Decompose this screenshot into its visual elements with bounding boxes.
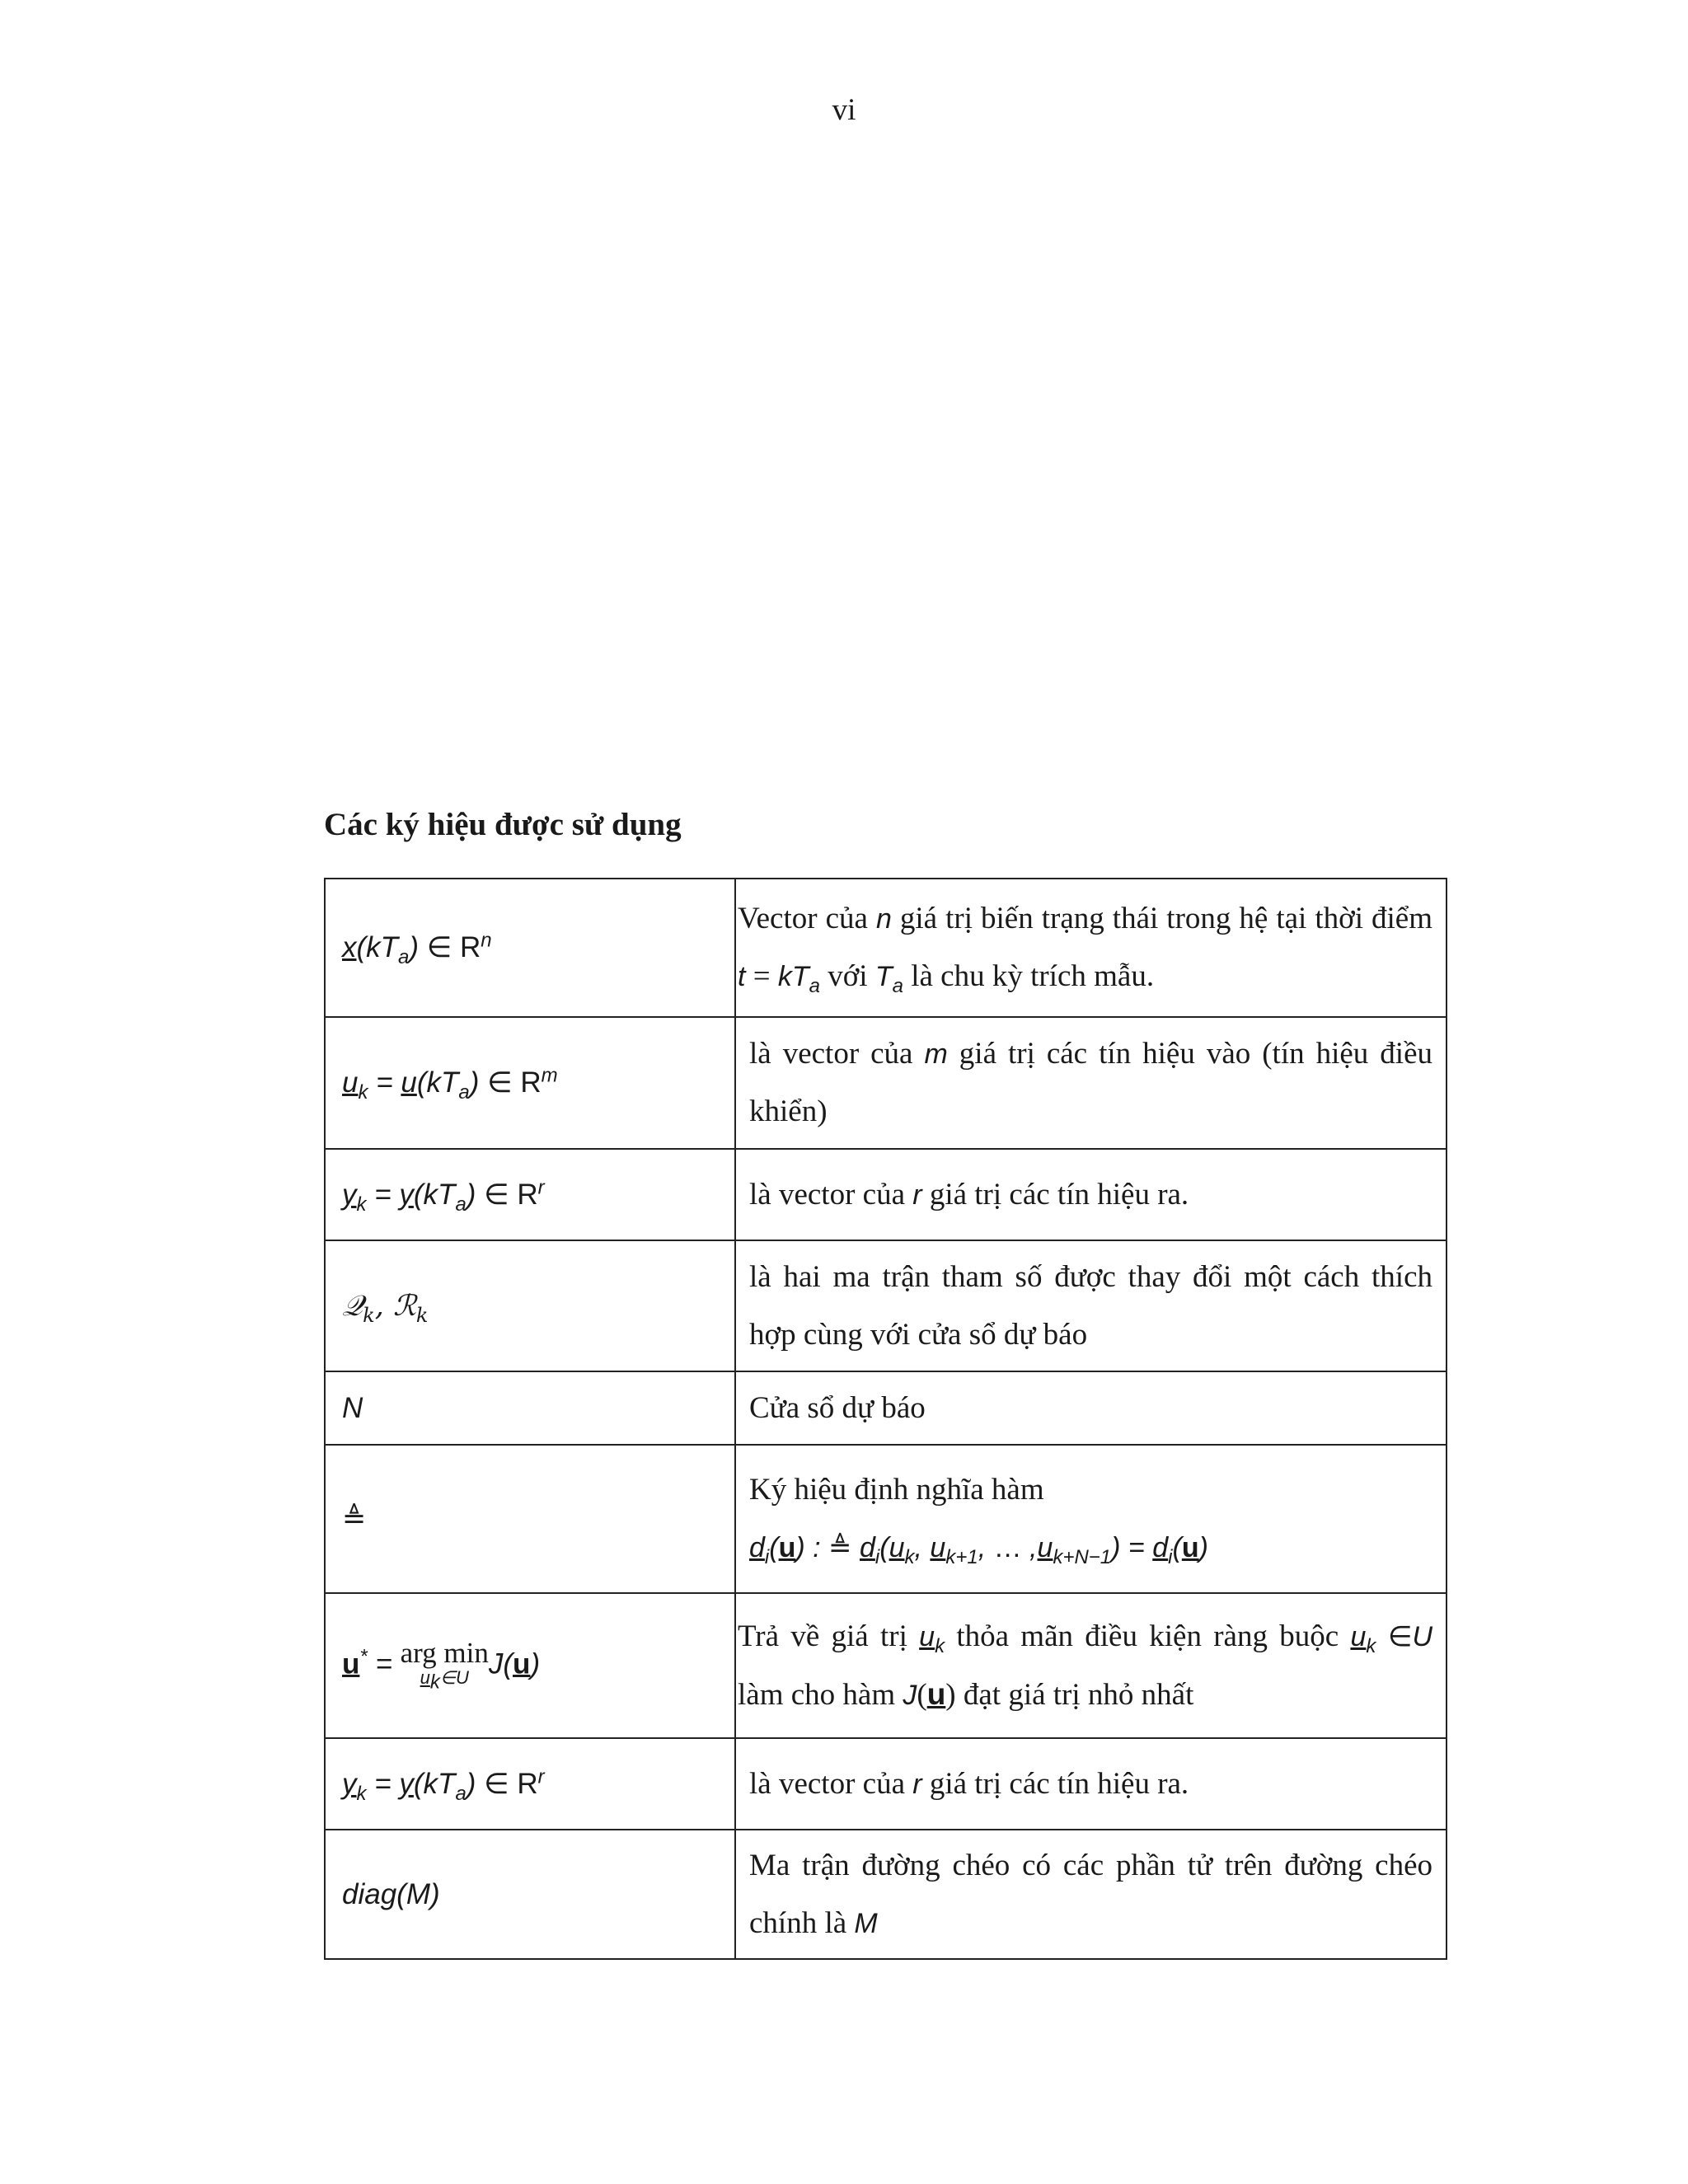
table-row xyxy=(325,1149,1447,1240)
symbol-cell: $x(kT_a)$ ∈ $R^n$ xyxy=(325,879,735,1017)
description-cell: Ma trận đường chéo có các phần tử trên đường chéo chính là M xyxy=(735,1830,1447,1959)
table-row xyxy=(325,1445,1447,1593)
description-cell: Trả về giá trị $u_k$ thỏa mãn điều kiện ràng buộc $u_k$ ∈U làm cho hàm J(u) đạt giá trị nhỏ nhất xyxy=(735,1593,1447,1738)
symbol-cell: diag(M) xyxy=(325,1830,735,1959)
description-cell: là vector của r giá trị các tín hiệu ra. xyxy=(735,1149,1447,1240)
symbol-cell: ≜ xyxy=(325,1445,735,1593)
description-cell: là vector của r giá trị các tín hiệu ra. xyxy=(735,1738,1447,1830)
page-number: vi xyxy=(832,93,856,127)
definition-label: Ký hiệu định nghĩa hàm xyxy=(749,1473,1044,1507)
description-cell: là hai ma trận tham số được thay đổi một cách thích hợp cùng với cửa sổ dự báo xyxy=(735,1240,1447,1371)
table-row xyxy=(325,1240,1447,1371)
definition-formula: $d_i(u)$ : ≜ $d_i(u_k$, $u_{k+1}$, … $,u_{k+N-1}) = d_i(u)$ xyxy=(749,1532,1208,1568)
description-cell xyxy=(735,1445,1447,1593)
section-title: Các ký hiệu được sử dụng xyxy=(324,807,682,842)
table-row xyxy=(325,1738,1447,1830)
notation-table xyxy=(324,878,1447,1960)
description-cell: Vector của n giá trị biến trạng thái trong hệ tại thời điểm $t = kT_a$ với $T_a$ là chu kỳ trích mẫu. xyxy=(735,879,1447,1017)
symbol-cell: $y_k = y(kT_a)$ ∈ $R^r$ xyxy=(325,1149,735,1240)
description-cell: Cửa sổ dự báo xyxy=(735,1371,1447,1445)
table-row xyxy=(325,879,1447,1017)
description-cell: là vector của m giá trị các tín hiệu vào (tín hiệu điều khiển) xyxy=(735,1017,1447,1149)
symbol-cell: u* = arg min $u_k\in U$ J(u) xyxy=(325,1593,735,1738)
symbol-cell: $u_k = u(kT_a)$ ∈ $R^m$ xyxy=(325,1017,735,1149)
table-row xyxy=(325,1593,1447,1738)
symbol-cell: N xyxy=(325,1371,735,1445)
symbol-cell: 𝒬$_k$, ℛ$_k$ xyxy=(325,1240,735,1371)
table-row xyxy=(325,1830,1447,1959)
table-row xyxy=(325,1017,1447,1149)
symbol-cell: $y_k = y(kT_a)$ ∈ $R^r$ xyxy=(325,1738,735,1830)
table-row xyxy=(325,1371,1447,1445)
